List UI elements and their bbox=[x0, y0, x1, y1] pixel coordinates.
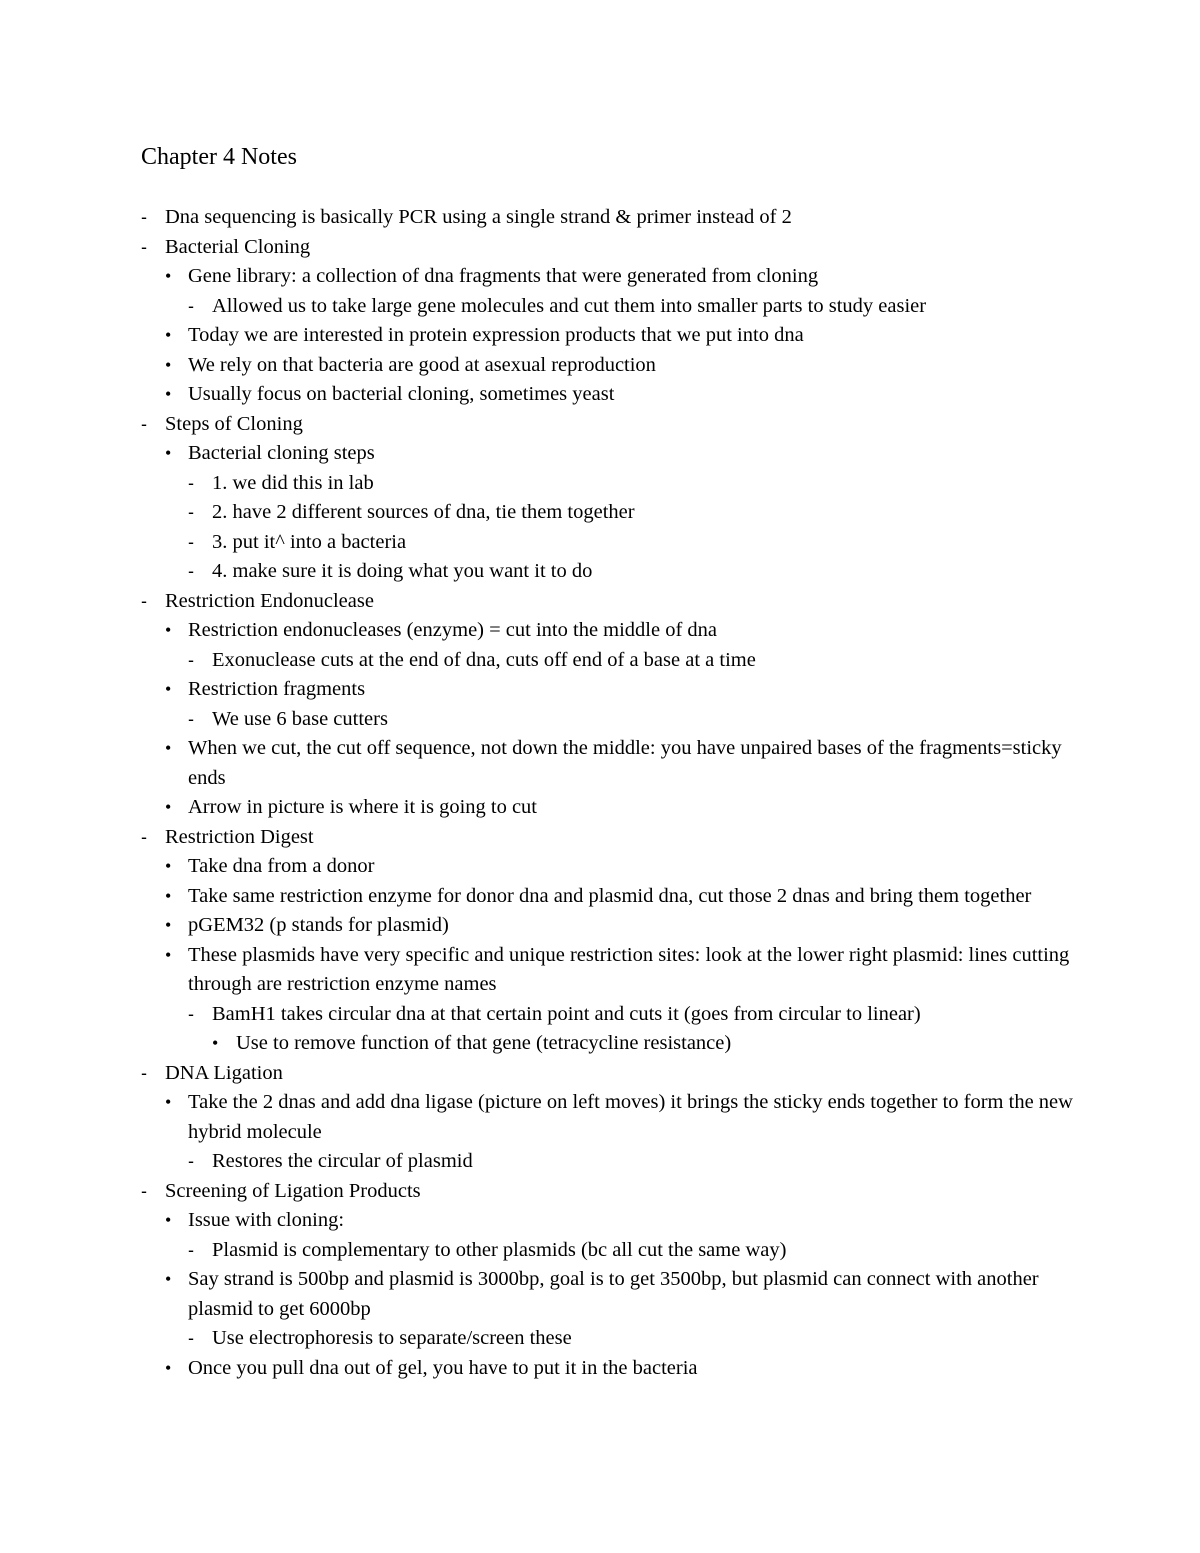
list-item bbox=[141, 292, 1081, 322]
list-item bbox=[141, 1000, 1081, 1030]
list-item bbox=[141, 351, 1081, 381]
dash-bullet-icon: - bbox=[141, 413, 147, 434]
dash-bullet-icon: - bbox=[141, 1062, 147, 1083]
dash-bullet-icon: - bbox=[188, 708, 194, 729]
round-bullet-icon: • bbox=[165, 915, 172, 935]
list-item-text: We rely on that bacteria are good at asexual reproduction bbox=[188, 353, 656, 376]
list-item bbox=[141, 675, 1081, 705]
round-bullet-icon: • bbox=[165, 1269, 172, 1289]
dash-bullet-icon: - bbox=[188, 1151, 194, 1171]
list-item-text: Gene library: a collection of dna fragments that were generated from cloning bbox=[188, 265, 819, 287]
list-item-text: Say strand is 500bp and plasmid is 3000bp, goal is to get 3500bp, but plasmid can connect with another plasmid to get 6000bp bbox=[188, 1268, 1039, 1320]
list-item-text: Issue with cloning: bbox=[188, 1209, 345, 1231]
list-item bbox=[141, 528, 1081, 558]
list-item-text: Bacterial cloning steps bbox=[188, 442, 375, 464]
list-item bbox=[141, 1354, 1081, 1384]
list-item bbox=[141, 439, 1081, 469]
list-item-text: pGEM32 (p stands for plasmid) bbox=[188, 914, 449, 936]
list-item bbox=[141, 823, 1081, 853]
list-item-text: Restriction endonucleases (enzyme) = cut into the middle of dna bbox=[188, 619, 718, 641]
list-item bbox=[141, 882, 1081, 912]
list-item bbox=[141, 734, 1081, 793]
list-item bbox=[141, 1147, 1081, 1177]
dash-bullet-icon: - bbox=[188, 561, 194, 581]
list-item-text: Screening of Ligation Products bbox=[165, 1179, 421, 1202]
list-item bbox=[141, 1265, 1081, 1324]
list-item-text: Once you pull dna out of gel, you have to put it in the bacteria bbox=[188, 1356, 698, 1379]
list-item bbox=[141, 1206, 1081, 1236]
list-item-text: Plasmid is complementary to other plasmids (bc all cut the same way) bbox=[212, 1238, 787, 1261]
dash-bullet-icon: - bbox=[188, 1003, 194, 1024]
round-bullet-icon: • bbox=[165, 885, 172, 906]
round-bullet-icon: • bbox=[165, 797, 172, 817]
round-bullet-icon: • bbox=[165, 1092, 172, 1112]
list-item-text: Dna sequencing is basically PCR using a single strand & primer instead of 2 bbox=[165, 206, 792, 228]
list-item-text: Bacterial Cloning bbox=[165, 235, 311, 258]
list-item-text: Arrow in picture is where it is going to cut bbox=[188, 796, 538, 818]
dash-bullet-icon: - bbox=[188, 295, 194, 316]
list-item-text: Steps of Cloning bbox=[165, 412, 303, 435]
list-item-text: Restores the circular of plasmid bbox=[212, 1150, 473, 1172]
dash-bullet-icon: - bbox=[141, 826, 147, 847]
list-item bbox=[141, 262, 1081, 292]
round-bullet-icon: • bbox=[165, 944, 172, 965]
round-bullet-icon: • bbox=[165, 1210, 172, 1230]
dash-bullet-icon: - bbox=[141, 1180, 147, 1201]
dash-bullet-icon: - bbox=[188, 649, 194, 670]
dash-bullet-icon: - bbox=[188, 1328, 194, 1348]
list-item bbox=[141, 469, 1081, 499]
dash-bullet-icon: - bbox=[188, 502, 194, 522]
list-item-text: 1. we did this in lab bbox=[212, 471, 374, 494]
list-item bbox=[141, 321, 1081, 351]
list-item-text: BamH1 takes circular dna at that certain point and cuts it (goes from circular to linear) bbox=[212, 1002, 921, 1025]
list-item-text: Usually focus on bacterial cloning, sometimes yeast bbox=[188, 383, 615, 405]
list-item-text: Allowed us to take large gene molecules and cut them into smaller parts to study easier bbox=[212, 294, 927, 317]
list-item bbox=[141, 410, 1081, 440]
list-item bbox=[141, 616, 1081, 646]
list-item bbox=[141, 911, 1081, 941]
notes-list bbox=[141, 203, 1081, 1383]
list-item-text: We use 6 base cutters bbox=[212, 707, 388, 730]
round-bullet-icon: • bbox=[165, 738, 172, 758]
list-item-text: 2. have 2 different sources of dna, tie them together bbox=[212, 501, 635, 523]
dash-bullet-icon: - bbox=[141, 590, 147, 611]
round-bullet-icon: • bbox=[165, 325, 172, 345]
list-item-text: Use to remove function of that gene (tetracycline resistance) bbox=[236, 1032, 732, 1054]
list-item bbox=[141, 1088, 1081, 1147]
round-bullet-icon: • bbox=[165, 1357, 172, 1378]
dash-bullet-icon: - bbox=[188, 1239, 194, 1260]
list-item-text: These plasmids have very specific and unique restriction sites: look at the lower right plasmid: lines cutting through are restriction enzyme names bbox=[188, 943, 1070, 995]
dash-bullet-icon: - bbox=[188, 472, 194, 493]
round-bullet-icon: • bbox=[165, 856, 172, 876]
list-item-text: Exonuclease cuts at the end of dna, cuts off end of a base at a time bbox=[212, 648, 756, 671]
list-item-text: Restriction Digest bbox=[165, 825, 314, 848]
dash-bullet-icon: - bbox=[141, 207, 147, 227]
list-item-text: Take same restriction enzyme for donor dna and plasmid dna, cut those 2 dnas and bring them together bbox=[188, 884, 1032, 907]
list-item bbox=[141, 1236, 1081, 1266]
list-item bbox=[141, 1059, 1081, 1089]
round-bullet-icon: • bbox=[212, 1033, 219, 1053]
list-item bbox=[141, 941, 1081, 1000]
list-item bbox=[141, 1177, 1081, 1207]
round-bullet-icon: • bbox=[165, 443, 172, 463]
list-item-text: Take the 2 dnas and add dna ligase (picture on left moves) it brings the sticky ends together to form the new hybrid molecule bbox=[188, 1091, 1073, 1143]
list-item bbox=[141, 1029, 1081, 1059]
page-title: Chapter 4 Notes bbox=[141, 144, 297, 170]
round-bullet-icon: • bbox=[165, 354, 172, 375]
list-item-text: When we cut, the cut off sequence, not down the middle: you have unpaired bases of the fragments=sticky ends bbox=[188, 737, 1062, 789]
dash-bullet-icon: - bbox=[141, 236, 147, 257]
list-item bbox=[141, 793, 1081, 823]
dash-bullet-icon: - bbox=[188, 531, 194, 552]
list-item bbox=[141, 498, 1081, 528]
list-item bbox=[141, 852, 1081, 882]
list-item-text: Use electrophoresis to separate/screen these bbox=[212, 1327, 572, 1349]
round-bullet-icon: • bbox=[165, 384, 172, 404]
list-item-text: 4. make sure it is doing what you want it to do bbox=[212, 560, 593, 582]
list-item bbox=[141, 646, 1081, 676]
round-bullet-icon: • bbox=[165, 266, 172, 286]
list-item-text: 3. put it^ into a bacteria bbox=[212, 530, 407, 553]
list-item-text: DNA Ligation bbox=[165, 1061, 283, 1084]
list-item bbox=[141, 587, 1081, 617]
list-item bbox=[141, 705, 1081, 735]
list-item-text: Take dna from a donor bbox=[188, 855, 375, 877]
list-item bbox=[141, 203, 1081, 233]
list-item bbox=[141, 380, 1081, 410]
list-item bbox=[141, 233, 1081, 263]
list-item-text: Restriction Endonuclease bbox=[165, 589, 374, 612]
round-bullet-icon: • bbox=[165, 620, 172, 640]
list-item bbox=[141, 557, 1081, 587]
list-item bbox=[141, 1324, 1081, 1354]
round-bullet-icon: • bbox=[165, 679, 172, 699]
list-item-text: Today we are interested in protein expression products that we put into dna bbox=[188, 324, 804, 346]
list-item-text: Restriction fragments bbox=[188, 678, 366, 700]
